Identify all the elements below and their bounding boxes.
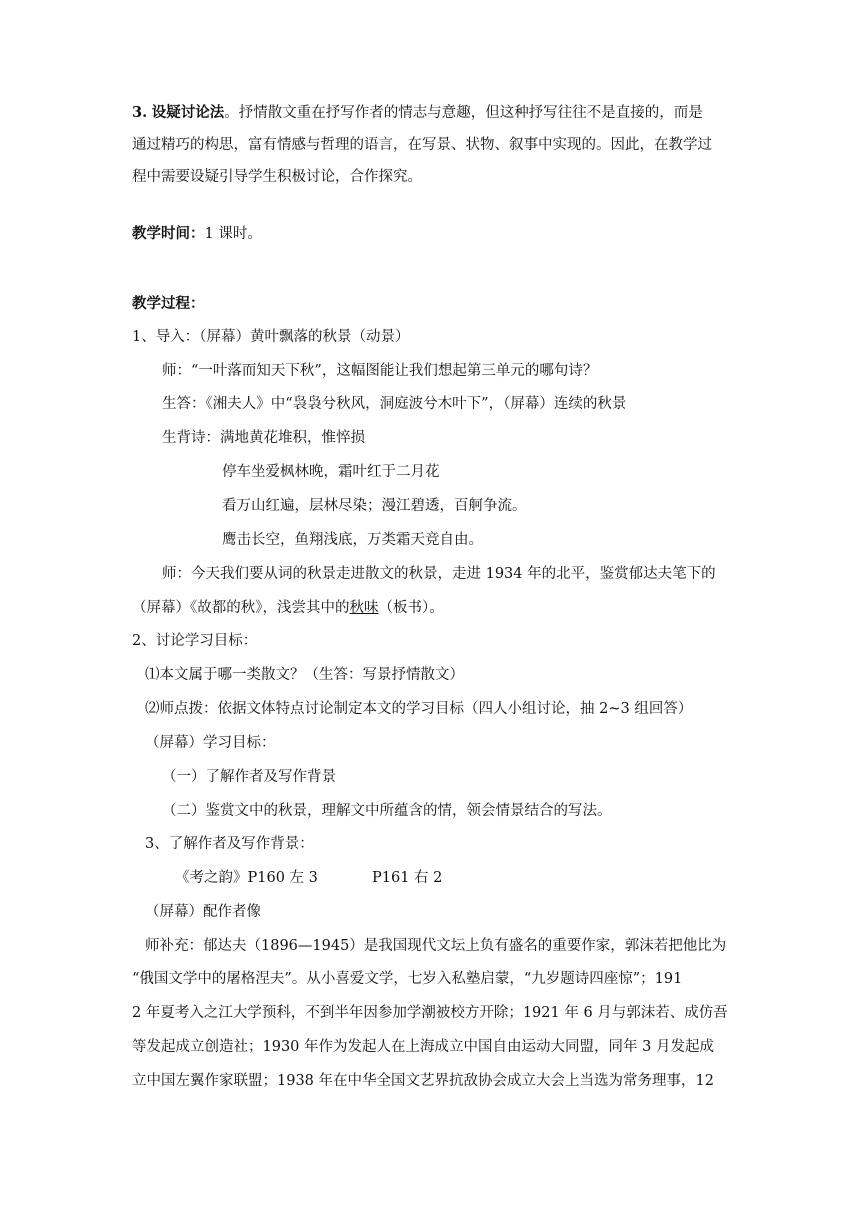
method3-line1: [132, 103, 703, 123]
author-para-line2: “俄国文学中的屠格涅夫”。从小喜爱文学，七岁入私塾启蒙，“九岁题诗四座惊”；191: [132, 971, 683, 987]
goal-2: （二）鉴赏文中的秋景，理解文中所蕴含的情，领会情景结合的写法。: [162, 803, 612, 819]
poem-line2: 停车坐爱枫林晚，霜叶红于二月花: [222, 464, 440, 480]
teaching-time-label: 教学时间：: [132, 225, 205, 242]
goal-1: （一）了解作者及写作背景: [162, 769, 336, 785]
goals-screen: （屏幕）学习目标：: [145, 735, 276, 751]
author-para-line4: 等发起成立创造社；1930 年作为发起人在上海成立中国自由运动大同盟，同年 3 月发起成: [132, 1039, 714, 1055]
intro-teacher1: 师：“一叶落而知天下秋”，这幅图能让我们想起第三单元的哪句诗？: [162, 363, 598, 379]
intro-student1: 生答：《湘夫人》中“袅袅兮秋风，洞庭波兮木叶下”，（屏幕）连续的秋景: [162, 396, 627, 412]
intro-teacher2-b: [132, 598, 444, 618]
author-screen: （屏幕）配作者像: [145, 904, 261, 920]
teacher2-end: （板书）。: [378, 600, 444, 616]
process-heading: 教学过程：: [132, 295, 205, 312]
author-para-line3: 2 年夏考入之江大学预科，不到半年因参加学潮被校方开除；1921 年 6 月与郭沫若、成仿吾: [132, 1005, 728, 1021]
goals-q1: ⑴本文属于哪一类散文？（生答：写景抒情散文）: [145, 667, 464, 683]
goals-title: 2、讨论学习目标：: [132, 633, 258, 649]
poem-line4: 鹰击长空，鱼翔浅底，万类霜天竞自由。: [222, 532, 483, 548]
author-para-line5: 立中国左翼作家联盟；1938 年在中华全国文艺界抗敌协会成立大会上当选为常务理事，12: [132, 1073, 714, 1089]
method3-line2: 通过精巧的构思，富有情感与哲理的语言，在写景、状物、叙事中实现的。因此，在教学过: [132, 137, 712, 153]
author-title: 3、了解作者及写作背景：: [145, 836, 314, 852]
method3-text1: 。抒情散文重在抒写作者的情志与意趣，但这种抒写往往不是直接的，而是: [224, 105, 703, 121]
intro-title: 1、导入：（屏幕）黄叶飘落的秋景（动景）: [132, 329, 410, 345]
method3-heading: 设疑讨论法: [151, 104, 225, 121]
teacher2-text: （屏幕）《故都的秋》，浅尝其中的: [132, 600, 350, 616]
author-para-line1: 师补充：郁达夫（1896—1945）是我国现代文坛上负有盛名的重要作家，郭沫若把他比为: [145, 938, 727, 954]
autumn-taste-underlined: 秋味: [349, 600, 379, 616]
poem-intro: 生背诗：满地黄花堆积，惟悴损: [162, 430, 365, 446]
intro-teacher2-a: 师：今天我们要从词的秋景走进散文的秋景，走进 1934 年的北平，鉴赏郁达夫笔下的: [162, 566, 716, 582]
teaching-time: [132, 224, 262, 244]
author-ref-b: P161 右 2: [372, 870, 443, 886]
poem-line3: 看万山红遍，层林尽染；漫江碧透，百舸争流。: [222, 498, 527, 514]
teaching-time-value: 1 课时。: [204, 226, 262, 242]
goals-q2: ⑵师点拨：依据文体特点讨论制定本文的学习目标（四人小组讨论，抽 2~3 组回答）: [145, 701, 693, 717]
method3-number: 3.: [132, 104, 148, 121]
author-ref-a: 《考之韵》P160 左 3: [175, 870, 318, 886]
method3-line3: 程中需要设疑引导学生积极讨论，合作探究。: [132, 169, 422, 185]
